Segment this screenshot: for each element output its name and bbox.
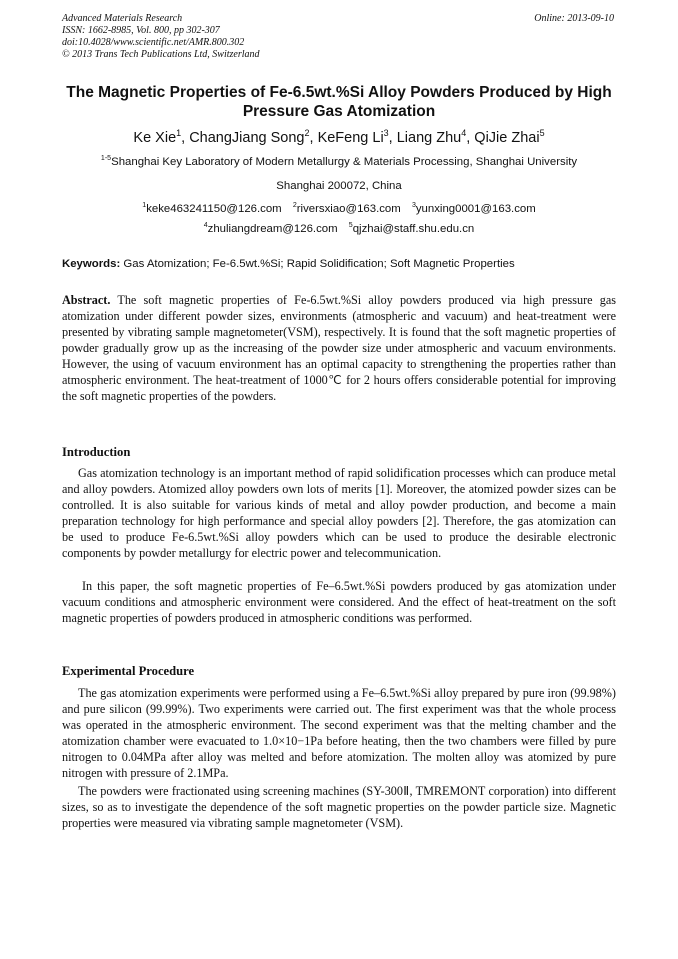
journal-name: Advanced Materials Research [62,13,183,24]
author: Ke Xie$^1$ [133,128,182,146]
online-date: Online: 2013-09-10 [534,13,614,24]
section-heading-experimental: Experimental Procedure [62,664,195,678]
abstract-label: Abstract. [62,293,111,307]
author-list: Ke Xie$^1$, ChangJiang Song$^2$, KeFeng Li$^3$, Liang Zhu$^4$, QiJie Zhai$^5$ [133,128,545,146]
journal-header [62,13,260,61]
keywords-text: Gas Atomization; Fe-6.5wt.%Si; Rapid Solidification; Soft Magnetic Properties [123,258,515,270]
keywords [62,257,616,271]
issn: ISSN: 1662-8985, Vol. 800, pp 302-307 [62,25,220,36]
copyright: © 2013 Trans Tech Publications Ltd, Switzerland [62,49,260,60]
experimental-paragraph-2: The powders were fractionated using screening machines (SY-300Ⅱ, TMREMONT corporation) into different sizes, so as to investigate the dependence of the soft magnetic properties on the powder particle size. Magnetic properties were measured via vibrating sample magnetometer (VSM). [62,784,616,830]
email: $^5$qjzhai@staff.shu.edu.cn [348,222,475,235]
email-line-2 [62,222,616,236]
email: $^2$riversxiao@163.com [292,202,401,215]
experimental-paragraph-1: The gas atomization experiments were performed using a Fe–6.5wt.%Si alloy prepared by pure iron (99.98%) and pure silicon (99.99%). Two experiments were carried out. The first experiment was that the whole process was operated in the atmospheric environment. The second experiment was that the melting chamber and the atomization chamber were evacuated to 1.0×10−1Pa before heating, then the two chambers were filled by pure nitrogen to 0.04MPa after alloy was melted and before atomization. The molten alloy was atomized by pure nitrogen with pressure of 2.1MPa. [62,686,616,780]
keywords-label: Keywords: [62,258,121,270]
section-heading-introduction: Introduction [62,445,131,459]
author: ChangJiang Song$^2$ [189,128,310,146]
email: $^4$zhuliangdream@126.com [203,222,338,235]
intro-paragraph-2: In this paper, the soft magnetic properties of Fe–6.5wt.%Si powders produced by gas atomization under vacuum conditions and atmospheric environment were considered. And the effect of heat-treatment on the soft magnetic properties of powders produced in atmospheric conditions was performed. [62,579,616,625]
doi: doi:10.4028/www.scientific.net/AMR.800.302 [62,37,245,48]
affiliation-line-1: $^{1-5}$Shanghai Key Laboratory of Modern Metallurgy & Materials Processing, Shanghai University [100,155,578,168]
author: KeFeng Li$^3$ [317,128,389,146]
email: $^1$keke463241150@126.com [142,202,282,215]
author: QiJie Zhai$^5$ [474,128,545,146]
affiliation-line-2: Shanghai 200072, China [276,180,402,192]
email: $^3$yunxing0001@163.com [411,202,536,215]
paper-title: The Magnetic Properties of Fe-6.5wt.%Si Alloy Powders Produced by High Pressure Gas Atomization [66,84,612,120]
intro-paragraph-1: Gas atomization technology is an important method of rapid solidification processes which can produce metal and alloy powders. Atomized alloy powders own lots of merits [1]. Moreover, the atomized powder sizes can be controlled. It is also suitable for various kinds of metal and alloy powder production, and become a main preparation technology for high performance and special alloy powders [2]. Therefore, the gas atomization can be used to produce Fe-6.5wt.%Si alloy powders which can be used to produce the desirable electronic components by powder metallurgy for electric power and telecommunication. [62,466,616,560]
email-line-1 [62,202,616,216]
abstract [62,292,616,404]
author: Liang Zhu$^4$ [396,128,467,146]
abstract-text: The soft magnetic properties of Fe-6.5wt.%Si alloy powders produced via high pressure gas atomization under different powder sizes, environments (atmospheric and vacuum) and heat-treatment were presented by vibrating sample magnetometer(VSM), respectively. It is found that the soft magnetic properties of powder gradually grow up as the increasing of the powder size under atmospheric and vacuum environments. However, the using of vacuum environment has an optimal capacity to strengthening the properties rather than atmospheric environment. The heat-treatment of 1000℃ for 2 hours offers considerable potential for improving the soft magnetic properties of the powders. [62,293,617,403]
